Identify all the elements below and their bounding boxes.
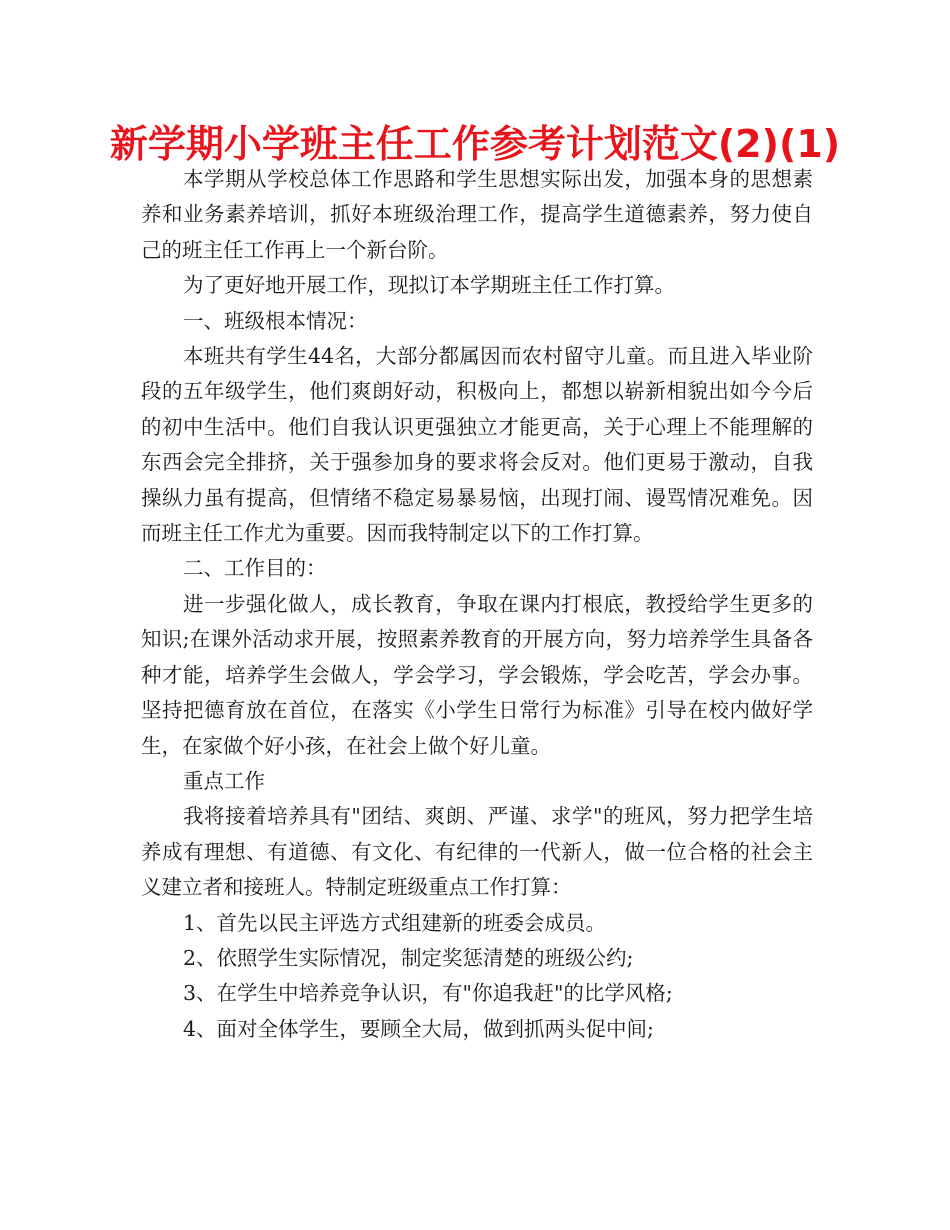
- list-item: 4、面对全体学生，要顾全大局，做到抓两头促中间;: [183, 1016, 654, 1041]
- section-heading-key-work: 重点工作: [183, 768, 265, 793]
- list-item: 3、在学生中培养竞争认识，有"你追我赶"的比学风格;: [183, 981, 673, 1006]
- section-heading-work-goals: 二、工作目的：: [183, 556, 327, 581]
- document-title: 新学期小学班主任工作参考计划范文(2)(1): [109, 122, 841, 166]
- section-heading-class-situation: 一、班级根本情况：: [183, 308, 368, 333]
- paragraph-work-goals: 进一步强化做人，成长教育，争取在课内打根底，教授给学生更多的知识;在课外活动求开展，按照素养教育的开展方向，努力培养学生具备各种才能，培养学生会做人，学会学习，学会锻炼，学会吃苦，学会办事。坚持把德育放在首位，在落实《小学生日常行为标准》引导在校内做好学生，在家做个好小孩，在社会上做个好儿童。: [141, 591, 813, 758]
- paragraph-plan-statement: 为了更好地开展工作，现拟订本学期班主任工作打算。: [183, 273, 675, 298]
- list-item: 2、依照学生实际情况，制定奖惩清楚的班级公约;: [183, 945, 634, 970]
- paragraph-intro: 本学期从学校总体工作思路和学生思想实际出发，加强本身的思想素养和业务素养培训，抓好本班级治理工作，提高学生道德素养，努力使自己的班主任工作再上一个新台阶。: [141, 167, 813, 262]
- paragraph-class-situation: 本班共有学生44名，大部分都属因而农村留守儿童。而且进入毕业阶段的五年级学生，他们爽朗好动，积极向上，都想以崭新相貌出如今今后的初中生活中。他们自我认识更强独立才能更高，关于心理上不能理解的东西会完全排挤，关于强参加身的要求将会反对。他们更易于激动，自我操纵力虽有提高，但情绪不稳定易暴易恼，出现打闹、谩骂情况难免。因而班主任工作尤为重要。因而我特制定以下的工作打算。: [141, 344, 813, 546]
- list-item: 1、首先以民主评选方式组建新的班委会成员。: [183, 910, 607, 935]
- paragraph-key-work: 我将接着培养具有"团结、爽朗、严谨、求学"的班风，努力把学生培养成有理想、有道德、有文化、有纪律的一代新人，做一位合格的社会主义建立者和接班人。特制定班级重点工作打算：: [141, 804, 813, 900]
- document-body: [141, 162, 813, 1047]
